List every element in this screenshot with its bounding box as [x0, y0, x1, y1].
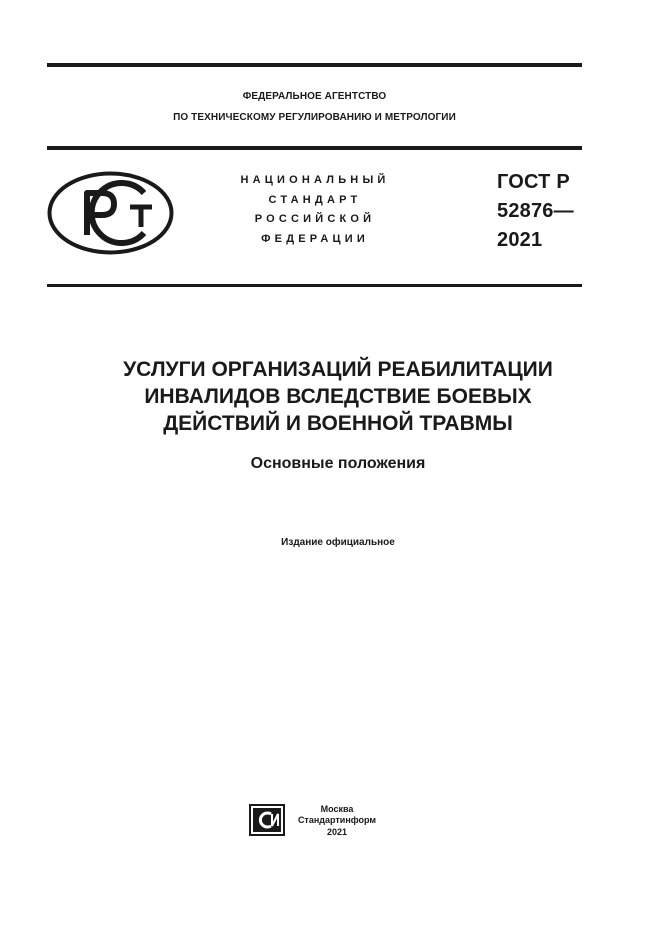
publisher-city: Москва	[320, 804, 354, 814]
agency-line-1: ФЕДЕРАЛЬНОЕ АГЕНТСТВО	[242, 91, 387, 102]
designation-rule	[47, 284, 582, 287]
standard-type-line-2: СТАНДАРТ	[268, 194, 362, 206]
edition-label: Издание официальное	[281, 537, 395, 548]
designation-line-1: ГОСТ Р	[497, 171, 570, 193]
standard-type-line-4: ФЕДЕРАЦИИ	[261, 233, 369, 245]
publisher-name: Стандартинформ	[297, 815, 377, 825]
designation-line-3: 2021	[497, 229, 543, 251]
document-subtitle: Основные положения	[250, 455, 426, 472]
publisher-year: 2021	[326, 827, 348, 837]
standard-type-line-1: НАЦИОНАЛЬНЫЙ	[240, 174, 390, 186]
agency-line-2: ПО ТЕХНИЧЕСКОМУ РЕГУЛИРОВАНИЮ И МЕТРОЛОГИИ	[173, 112, 456, 123]
standard-type-line-3: РОССИЙСКОЙ	[254, 213, 376, 225]
gost-r-logo-icon	[47, 171, 174, 255]
header-rule	[47, 146, 582, 150]
standartinform-logo-icon	[249, 804, 285, 836]
designation-line-2: 52876—	[497, 200, 574, 222]
document-title-line-2: ИНВАЛИДОВ ВСЛЕДСТВИЕ БОЕВЫХ	[144, 385, 532, 408]
document-title-line-3: ДЕЙСТВИЙ И ВОЕННОЙ ТРАВМЫ	[163, 412, 513, 435]
top-rule	[47, 63, 582, 67]
document-title-line-1: УСЛУГИ ОРГАНИЗАЦИЙ РЕАБИЛИТАЦИИ	[123, 358, 553, 381]
